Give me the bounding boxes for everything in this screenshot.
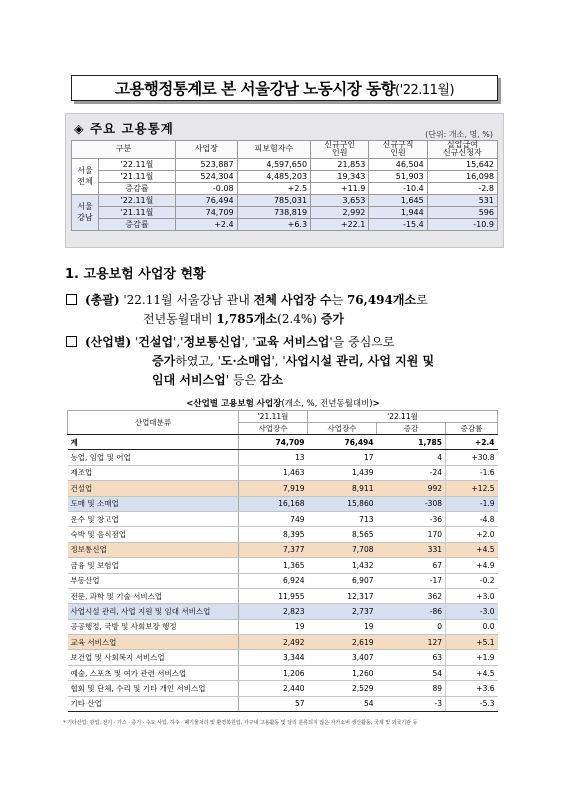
table-cell: 46,504 (369, 158, 427, 170)
table-cell: 0.0 (446, 619, 498, 634)
table-row (68, 511, 498, 526)
industry-name: 도매 및 소매업 (68, 496, 239, 511)
table-cell: 8,395 (239, 527, 308, 542)
table-cell: -24 (377, 465, 446, 480)
col-header: 신규구인 인원 (311, 141, 369, 159)
table-cell: 54 (377, 665, 446, 680)
table-cell: +11.9 (311, 182, 369, 194)
col-header-industry: 산업대분류 (68, 411, 239, 435)
table-cell: 54 (308, 696, 377, 711)
table-cell: 1,260 (308, 665, 377, 680)
table-cell: 524,304 (175, 170, 237, 182)
table-cell: 2,529 (308, 681, 377, 696)
table-cell: 2,823 (239, 604, 308, 619)
industry-name: 교육 서비스업 (68, 635, 239, 650)
table-cell: 127 (377, 635, 446, 650)
table-cell: 2,492 (239, 635, 308, 650)
industry-name: 전문, 과학 및 기술 서비스업 (68, 588, 239, 603)
table-cell: 2,619 (308, 635, 377, 650)
table-cell: -10.4 (369, 182, 427, 194)
table-cell: 1,944 (369, 206, 427, 218)
table-cell: 8,565 (308, 527, 377, 542)
table-cell: +2.4 (446, 435, 498, 450)
table-cell: 3,407 (308, 650, 377, 665)
table-cell: 170 (377, 527, 446, 542)
table-cell: 1,206 (239, 665, 308, 680)
page-title: 고용행정통계로 본 서울강남 노동시장 동향 (114, 80, 396, 98)
table-cell: 738,819 (237, 206, 310, 218)
table-cell: 76,494 (308, 435, 377, 450)
table-cell: +12.5 (446, 481, 498, 496)
table-cell: -86 (377, 604, 446, 619)
row-label: 증감률 (99, 182, 176, 194)
checkbox-bullet-icon (66, 336, 77, 347)
row-label: '22.11월 (99, 194, 176, 206)
page-title-period: ('22.11월) (395, 82, 455, 98)
industry-name: 제조업 (68, 465, 239, 480)
table-cell: -3 (377, 696, 446, 711)
table-cell: 16,168 (239, 496, 308, 511)
table-cell: +3.6 (446, 681, 498, 696)
table-cell: 4,485,203 (237, 170, 310, 182)
table-cell: 523,887 (175, 158, 237, 170)
table-cell: 2,440 (239, 681, 308, 696)
table-cell: 1,785 (377, 435, 446, 450)
industry-name: 사업시설 관리, 사업 지원 및 임대 서비스업 (68, 604, 239, 619)
table-cell: +22.1 (311, 218, 369, 230)
row-label: '21.11월 (99, 206, 176, 218)
table-cell: 1,439 (308, 465, 377, 480)
key-stats-table (71, 140, 498, 231)
table-cell: 19 (239, 619, 308, 634)
industry-name: 보건업 및 사회복지 서비스업 (68, 650, 239, 665)
table-cell: -36 (377, 511, 446, 526)
table-cell: 1,645 (369, 194, 427, 206)
table-cell: 7,919 (239, 481, 308, 496)
table-row (68, 604, 498, 619)
row-label: '22.11월 (99, 158, 176, 170)
row-label: '21.11월 (99, 170, 176, 182)
key-stats-unit: (단위: 개소, 명, %) (425, 130, 493, 139)
table-cell: 21,853 (311, 158, 369, 170)
industry-table (67, 410, 498, 712)
col-header: 사업장 (175, 141, 237, 159)
table-row (68, 527, 498, 542)
table-cell: 0 (377, 619, 446, 634)
table-cell: +2.5 (237, 182, 310, 194)
table-row (68, 558, 498, 573)
table-cell: 51,903 (369, 170, 427, 182)
footnote: * 기타산업: 광업, 전기 · 가스 · 증기 · 수도 사업, 하수 · 폐기물처리 및 환경복원업, 가구내 고용활동 및 달리 분류되지 않은 자가소비 생산활동, 국제 및 외국기관 등 (63, 720, 418, 726)
industry-name: 예술, 스포츠 및 여가 관련 서비스업 (68, 665, 239, 680)
industry-name: 건설업 (68, 481, 239, 496)
industry-name: 공공행정, 국방 및 사회보장 행정 (68, 619, 239, 634)
table-cell: 4 (377, 450, 446, 465)
table-cell: 19,343 (311, 170, 369, 182)
table-cell: 12,317 (308, 588, 377, 603)
checkbox-bullet-icon (66, 294, 77, 305)
table-cell: -1.6 (446, 465, 498, 480)
col-header-change: 증감 (377, 423, 446, 435)
table-cell: 1,432 (308, 558, 377, 573)
industry-name: 계 (68, 435, 239, 450)
table-cell: +30.8 (446, 450, 498, 465)
table-cell: 63 (377, 650, 446, 665)
table-cell: -2.8 (427, 182, 497, 194)
table-cell: 362 (377, 588, 446, 603)
table-caption: <산업별 고용보험 사업장(개소, %, 전년동월대비)> (186, 399, 380, 409)
table-row (68, 681, 498, 696)
table-cell: -10.9 (427, 218, 497, 230)
table-cell: 67 (377, 558, 446, 573)
table-cell: +3.0 (446, 588, 498, 603)
col-header-rate: 증감률 (446, 423, 498, 435)
col-header: 구분 (72, 141, 176, 159)
table-cell: -0.2 (446, 573, 498, 588)
table-row (68, 542, 498, 557)
table-cell: -308 (377, 496, 446, 511)
table-row (68, 450, 498, 465)
table-cell: 531 (427, 194, 497, 206)
industry-name: 금융 및 보험업 (68, 558, 239, 573)
table-cell: 11,955 (239, 588, 308, 603)
table-cell: 4,597,650 (237, 158, 310, 170)
table-cell: 13 (239, 450, 308, 465)
table-cell: 992 (377, 481, 446, 496)
table-cell: 331 (377, 542, 446, 557)
table-cell: 19 (308, 619, 377, 634)
table-row (68, 635, 498, 650)
table-cell: -1.9 (446, 496, 498, 511)
table-cell: 57 (239, 696, 308, 711)
table-cell: 8,911 (308, 481, 377, 496)
table-cell: 3,344 (239, 650, 308, 665)
industry-table-body (68, 435, 498, 712)
table-cell: 74,709 (239, 435, 308, 450)
table-row (68, 619, 498, 634)
table-cell: -4.8 (446, 511, 498, 526)
table-cell: 7,708 (308, 542, 377, 557)
table-cell: +4.9 (446, 558, 498, 573)
table-row (68, 573, 498, 588)
col-header-prev: '21.11월 (239, 411, 308, 423)
col-header-curr: '22.11월 (308, 411, 498, 423)
col-header: 신규구직 인원 (369, 141, 427, 159)
table-cell: 6,907 (308, 573, 377, 588)
industry-name: 정보통신업 (68, 542, 239, 557)
paragraph-industry: (산업별) '건설업','정보통신업', '교육 서비스업'을 중심으로 증가하였고, '도·소매업', '사업시설 관리, 사업 지원 및 임대 서비스업' 등은 감소 (66, 333, 506, 390)
table-cell: +5.1 (446, 635, 498, 650)
table-cell: 785,031 (237, 194, 310, 206)
table-cell: 17 (308, 450, 377, 465)
table-cell: 2,992 (311, 206, 369, 218)
industry-name: 부동산업 (68, 573, 239, 588)
group-label-seoul: 서울 전체 (72, 158, 99, 194)
key-stats-heading: ◈ 주요 고용통계 (74, 121, 174, 136)
table-cell: 596 (427, 206, 497, 218)
table-cell: 74,709 (175, 206, 237, 218)
table-row (68, 696, 498, 711)
table-cell: -17 (377, 573, 446, 588)
table-row (68, 588, 498, 603)
table-cell: 749 (239, 511, 308, 526)
industry-name: 농업, 임업 및 어업 (68, 450, 239, 465)
table-cell: 89 (377, 681, 446, 696)
industry-name: 운수 및 창고업 (68, 511, 239, 526)
table-cell: -5.3 (446, 696, 498, 711)
row-label: 증감률 (99, 218, 176, 230)
group-label-gangnam: 서울 강남 (72, 194, 99, 230)
table-cell: 3,653 (311, 194, 369, 206)
table-row (68, 481, 498, 496)
table-cell: 1,365 (239, 558, 308, 573)
table-cell: -3.0 (446, 604, 498, 619)
table-cell: -15.4 (369, 218, 427, 230)
table-cell: 713 (308, 511, 377, 526)
table-cell: +2.4 (175, 218, 237, 230)
key-stats-panel (65, 113, 504, 248)
page-title-box (71, 75, 498, 101)
table-cell: +4.5 (446, 665, 498, 680)
table-cell: 15,642 (427, 158, 497, 170)
col-header: 피보험자수 (237, 141, 310, 159)
col-header-count: 사업장수 (308, 423, 377, 435)
col-header: 실업급여 신규신청자 (427, 141, 497, 159)
table-cell: 76,494 (175, 194, 237, 206)
table-cell: +2.0 (446, 527, 498, 542)
table-cell: 2,737 (308, 604, 377, 619)
table-cell: +1.9 (446, 650, 498, 665)
table-cell: 1,463 (239, 465, 308, 480)
industry-name: 기타 산업 (68, 696, 239, 711)
col-header-count: 사업장수 (239, 423, 308, 435)
industry-name: 숙박 및 음식점업 (68, 527, 239, 542)
industry-name: 협회 및 단체, 수리 및 기타 개인 서비스업 (68, 681, 239, 696)
table-cell: +4.5 (446, 542, 498, 557)
table-row (68, 496, 498, 511)
table-cell: +6.3 (237, 218, 310, 230)
paragraph-overview: (총괄) '22.11월 서울강남 관내 전체 사업장 수는 76,494개소로 전년동월대비 1,785개소(2.4%) 증가 (66, 291, 506, 329)
table-cell: 7,377 (239, 542, 308, 557)
section-heading: 1. 고용보험 사업장 현황 (65, 267, 206, 282)
table-cell: -0.08 (175, 182, 237, 194)
table-row (68, 650, 498, 665)
table-cell: 16,098 (427, 170, 497, 182)
table-row (68, 435, 498, 450)
table-cell: 15,860 (308, 496, 377, 511)
table-row (68, 665, 498, 680)
table-row (68, 465, 498, 480)
table-cell: 6,924 (239, 573, 308, 588)
